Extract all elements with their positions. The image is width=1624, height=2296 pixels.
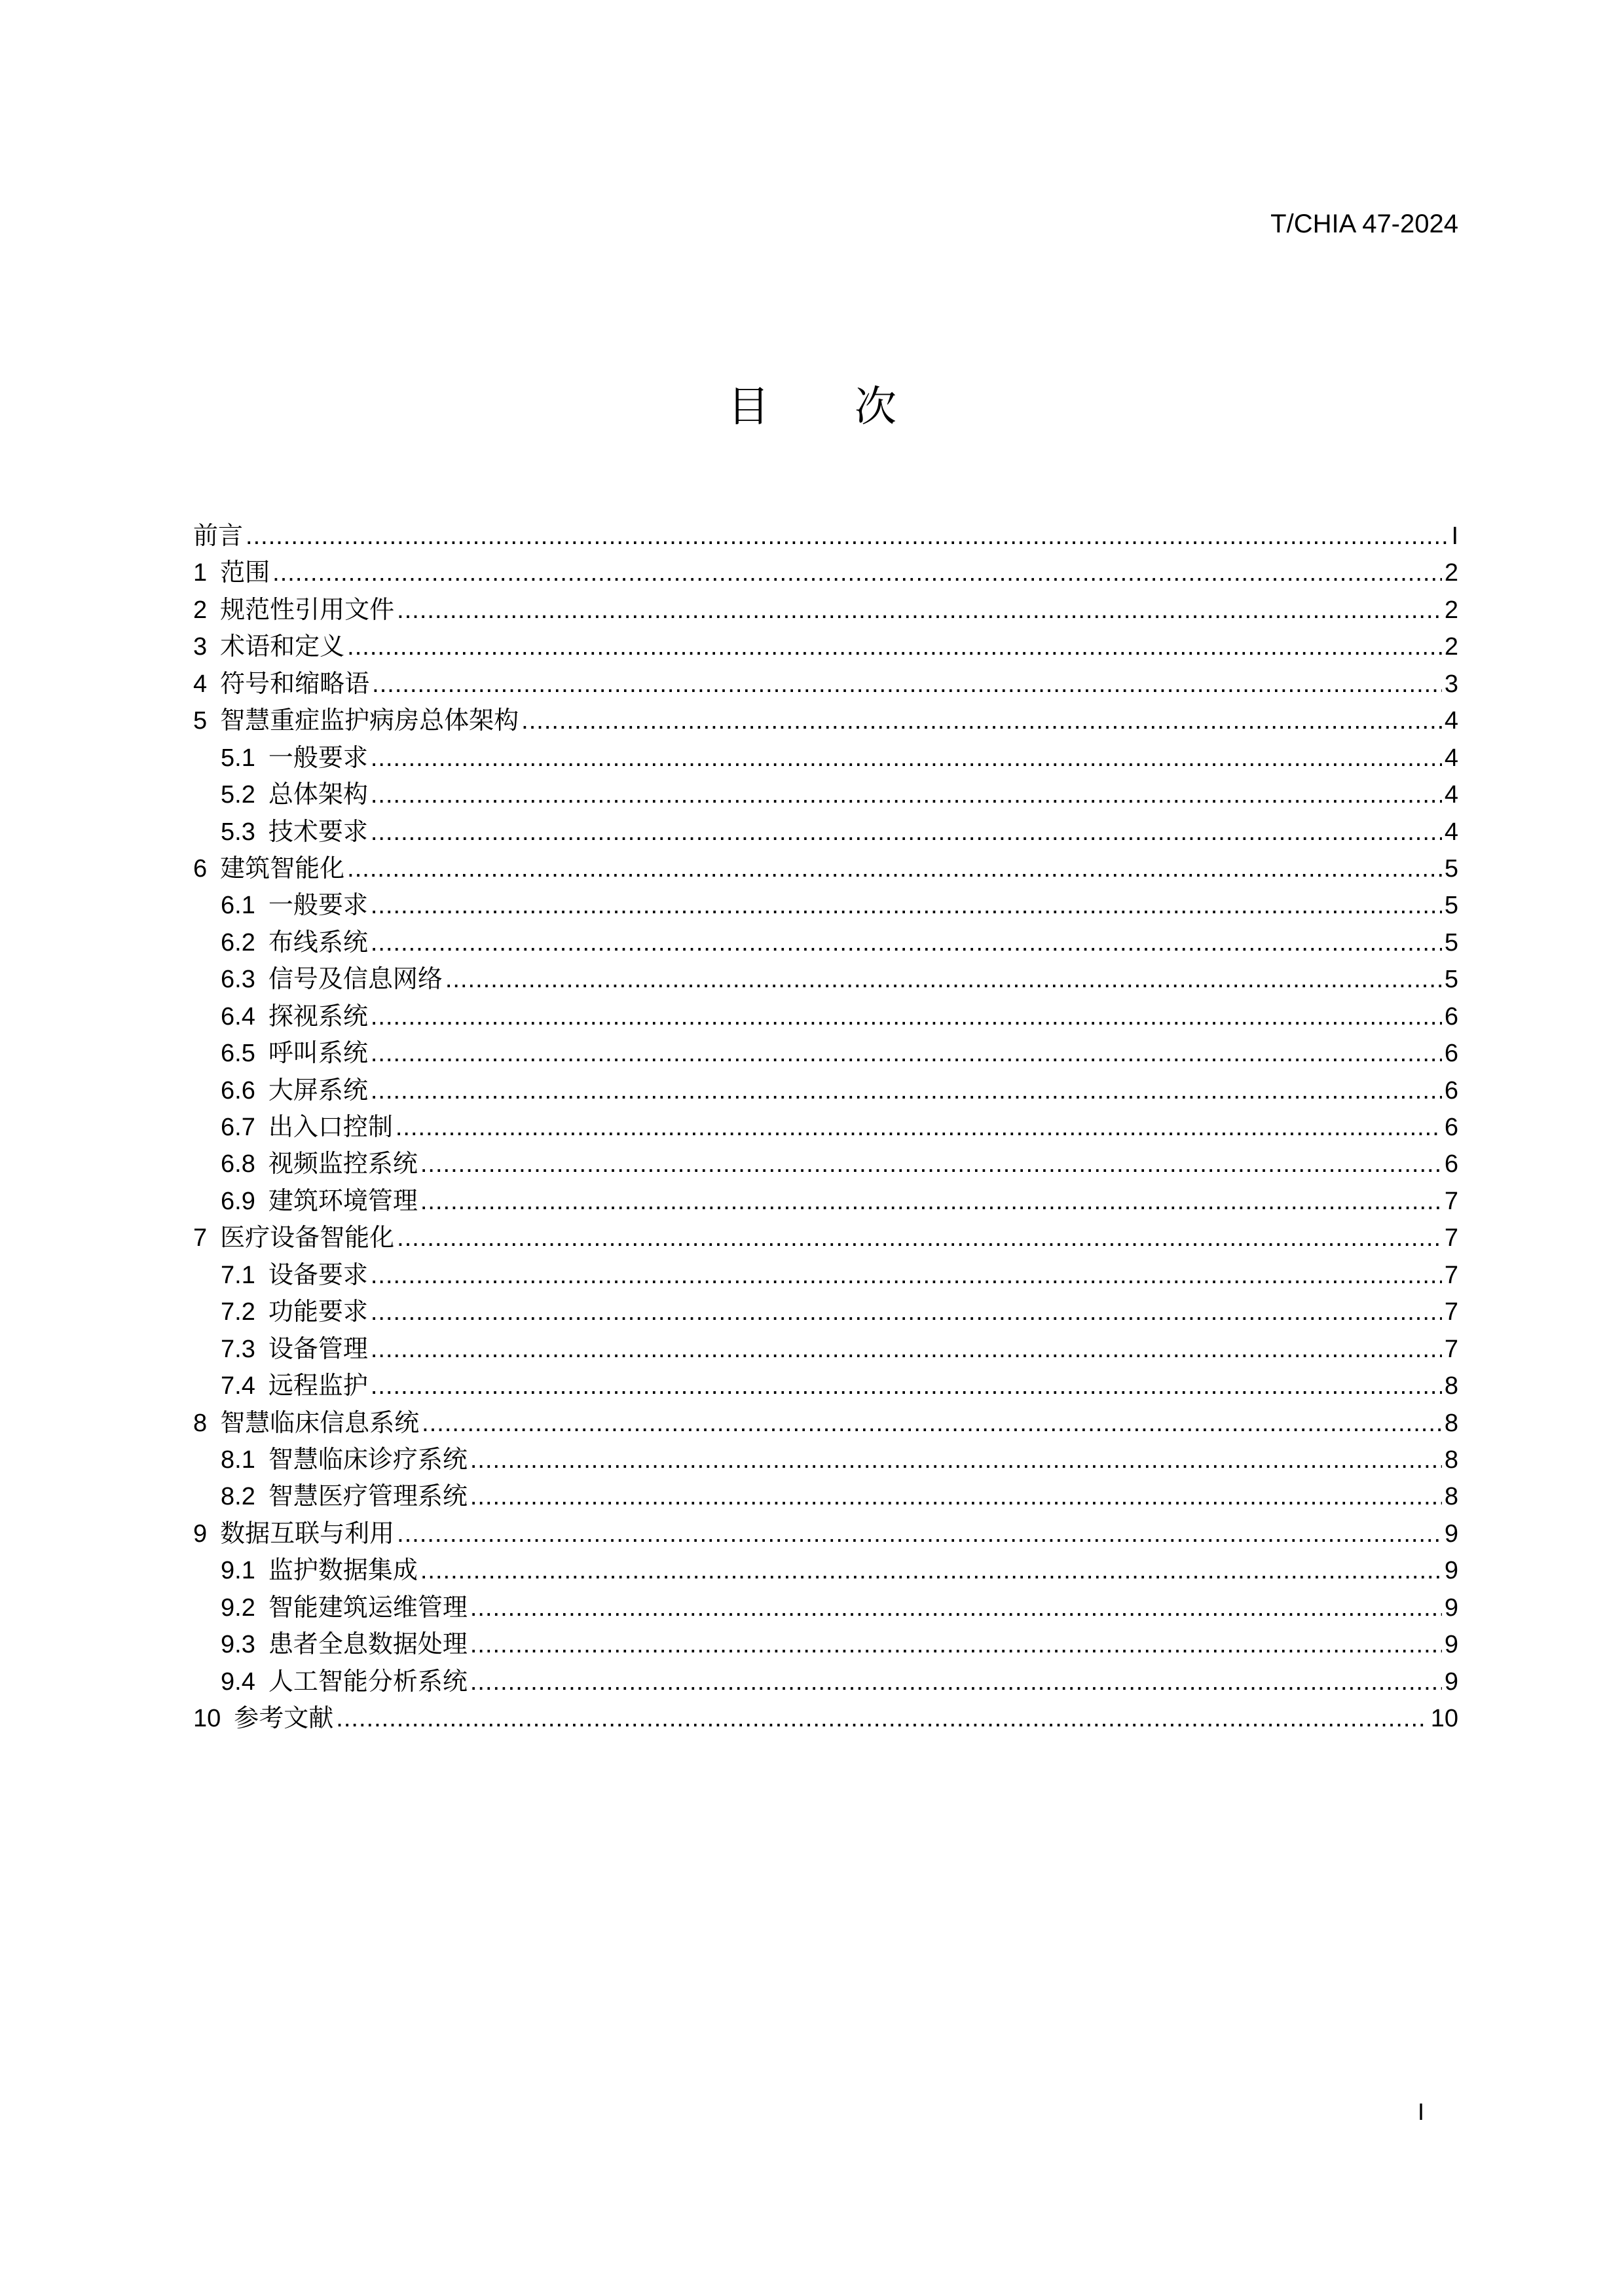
- toc-dot-leader: [371, 1035, 1442, 1072]
- toc-entry-title: 探视系统: [268, 1001, 368, 1030]
- toc-entry[interactable]: [193, 1552, 1458, 1588]
- toc-dot-leader: [371, 776, 1442, 813]
- toc-entry-title: 建筑智能化: [220, 853, 345, 883]
- toc-entry-title: 规范性引用文件: [220, 594, 395, 624]
- toc-entry[interactable]: [193, 1145, 1458, 1182]
- toc-entry[interactable]: [193, 1034, 1458, 1071]
- toc-dot-leader: [372, 666, 1442, 702]
- toc-dot-leader: [445, 961, 1442, 998]
- toc-entry-page: 7: [1444, 1224, 1458, 1252]
- toc-entry[interactable]: [193, 739, 1458, 776]
- toc-entry-number: 5: [193, 707, 208, 735]
- toc-entry-page: 5: [1444, 928, 1458, 957]
- toc-entry-number: 7: [193, 1224, 208, 1252]
- toc-entry-title: 智慧临床信息系统: [220, 1408, 420, 1437]
- toc-entry-page: 6: [1444, 1040, 1458, 1068]
- toc-entry[interactable]: [193, 960, 1458, 997]
- toc-entry-page: 4: [1444, 781, 1458, 809]
- toc-entry-page: 9: [1444, 1594, 1458, 1622]
- toc-entry-page: 3: [1444, 670, 1458, 698]
- toc-dot-leader: [336, 1700, 1428, 1737]
- toc-entry-title: 数据互联与利用: [220, 1518, 395, 1548]
- toc-entry-page: 4: [1444, 707, 1458, 735]
- toc-entry-number: 7.2: [221, 1298, 255, 1326]
- toc-entry[interactable]: [193, 517, 1458, 554]
- toc-entry-number: 9.3: [221, 1631, 255, 1659]
- toc-entry-page: 9: [1444, 1667, 1458, 1696]
- toc-entry[interactable]: [193, 1515, 1458, 1552]
- toc-entry-title: 监护数据集成: [268, 1556, 418, 1585]
- toc-entry-title: 智能建筑运维管理: [268, 1592, 468, 1622]
- toc-entry-number: 6.8: [221, 1150, 255, 1178]
- toc-entry[interactable]: [193, 628, 1458, 665]
- toc-entry-title: 技术要求: [268, 816, 368, 846]
- toc-entry-page: 5: [1444, 892, 1458, 920]
- toc-entry[interactable]: [193, 1182, 1458, 1219]
- toc-entry-title: 大屏系统: [268, 1075, 368, 1104]
- toc-entry-page: 7: [1444, 1261, 1458, 1289]
- toc-entry-title: 智慧医疗管理系统: [268, 1482, 468, 1511]
- toc-entry-title: 远程监护: [268, 1371, 368, 1400]
- toc-entry-page: 7: [1444, 1187, 1458, 1215]
- toc-entry-page: 9: [1444, 1631, 1458, 1659]
- toc-entry-number: 2: [193, 596, 208, 624]
- toc-entry-number: 9.4: [221, 1667, 255, 1696]
- toc-entry-number: 6.7: [221, 1114, 255, 1141]
- toc-dot-leader: [371, 1072, 1442, 1109]
- toc-entry[interactable]: [193, 1404, 1458, 1441]
- toc-entry[interactable]: [193, 1700, 1458, 1736]
- toc-entry[interactable]: [193, 776, 1458, 812]
- toc-dot-leader: [347, 629, 1442, 665]
- toc-entry-page: 8: [1444, 1409, 1458, 1437]
- toc-dot-leader: [422, 1405, 1442, 1442]
- toc-entry-title: 人工智能分析系统: [268, 1666, 468, 1696]
- toc-entry-page: 2: [1444, 559, 1458, 587]
- toc-dot-leader: [470, 1478, 1442, 1515]
- toc-dot-leader: [371, 814, 1442, 850]
- toc-entry-title: 参考文献: [234, 1704, 334, 1732]
- toc-dot-leader: [371, 1368, 1442, 1404]
- document-code: T/CHIA 47-2024: [1270, 210, 1458, 238]
- toc-entry-page: I: [1451, 522, 1458, 550]
- toc-entry[interactable]: [193, 1330, 1458, 1367]
- toc-entry-title: 出入口控制: [268, 1112, 393, 1141]
- toc-entry-title: 呼叫系统: [268, 1038, 368, 1068]
- toc-entry-number: 6.4: [221, 1002, 255, 1030]
- toc-entry-title: 信号及信息网络: [268, 964, 443, 994]
- toc-entry-number: 9: [193, 1520, 208, 1548]
- toc-entry[interactable]: [193, 1626, 1458, 1662]
- toc-entry-number: 6: [193, 854, 208, 883]
- toc-entry[interactable]: [193, 665, 1458, 702]
- toc-entry-number: 7.4: [221, 1372, 255, 1400]
- toc-dot-leader: [470, 1626, 1442, 1663]
- toc-entry-title: 总体架构: [268, 780, 368, 809]
- toc-entry-number: 8: [193, 1409, 208, 1437]
- toc-entry-title: 符号和缩略语: [220, 668, 370, 698]
- toc-entry-title: 设备要求: [268, 1260, 368, 1289]
- toc-entry[interactable]: [193, 1478, 1458, 1514]
- toc-dot-leader: [420, 1146, 1442, 1182]
- toc-dot-leader: [371, 740, 1442, 776]
- toc-entry-page: 8: [1444, 1446, 1458, 1474]
- toc-entry-number: 10: [193, 1705, 221, 1732]
- toc-entry-page: 4: [1444, 744, 1458, 772]
- toc-dot-leader: [347, 850, 1442, 887]
- toc-entry-number: 6.1: [221, 892, 255, 920]
- toc-entry[interactable]: [193, 1108, 1458, 1145]
- toc-dot-leader: [397, 592, 1442, 629]
- toc-entry-title: 视频监控系统: [268, 1149, 418, 1178]
- toc-entry[interactable]: [193, 1219, 1458, 1256]
- toc-entry-page: 4: [1444, 818, 1458, 846]
- toc-entry-number: 9.2: [221, 1594, 255, 1622]
- toc-entry-number: 6.2: [221, 928, 255, 957]
- toc-entry[interactable]: [193, 998, 1458, 1034]
- toc-dot-leader: [470, 1442, 1442, 1478]
- toc-entry-page: 8: [1444, 1372, 1458, 1400]
- toc-dot-leader: [420, 1552, 1442, 1589]
- toc-dot-leader: [470, 1590, 1442, 1626]
- toc-entry[interactable]: [193, 591, 1458, 628]
- toc-entry-number: 5.2: [221, 781, 255, 809]
- toc-entry-title: 前言: [193, 521, 244, 550]
- toc-title: 目次: [728, 383, 982, 431]
- toc-entry-page: 9: [1444, 1557, 1458, 1585]
- toc-entry-page: 7: [1444, 1298, 1458, 1326]
- toc-entry-number: 7.3: [221, 1335, 255, 1363]
- toc-dot-leader: [397, 1516, 1442, 1552]
- toc-entry-title: 功能要求: [268, 1297, 368, 1326]
- toc-dot-leader: [521, 702, 1442, 739]
- page-number: I: [1418, 2098, 1425, 2125]
- toc-entry-number: 1: [193, 559, 208, 587]
- toc-entry-number: 4: [193, 670, 208, 698]
- toc-entry[interactable]: [193, 1256, 1458, 1293]
- toc-entry[interactable]: [193, 1293, 1458, 1330]
- toc-entry[interactable]: [193, 1367, 1458, 1404]
- toc-entry-title: 患者全息数据处理: [268, 1630, 468, 1659]
- toc-entry-title: 建筑环境管理: [268, 1186, 418, 1215]
- toc-entry-title: 医疗设备智能化: [220, 1223, 395, 1252]
- toc-entry[interactable]: [193, 813, 1458, 850]
- toc-entry-page: 2: [1444, 633, 1458, 661]
- toc-dot-leader: [470, 1664, 1442, 1700]
- toc-entry-number: 5.3: [221, 818, 255, 846]
- toc-dot-leader: [246, 518, 1449, 555]
- toc-dot-leader: [397, 1220, 1442, 1256]
- toc-entry[interactable]: [193, 554, 1458, 591]
- toc-entry-title: 术语和定义: [220, 632, 345, 661]
- toc-entry[interactable]: [193, 850, 1458, 886]
- toc-entry-title: 范围: [220, 558, 270, 587]
- toc-entry[interactable]: [193, 1663, 1458, 1700]
- toc-dot-leader: [371, 1257, 1442, 1294]
- toc-entry-page: 9: [1444, 1520, 1458, 1548]
- toc-entry[interactable]: [193, 924, 1458, 960]
- toc-dot-leader: [371, 924, 1442, 961]
- toc-entry-page: 5: [1444, 854, 1458, 883]
- toc-entry-page: 7: [1444, 1335, 1458, 1363]
- toc-entry-page: 6: [1444, 1150, 1458, 1178]
- toc-dot-leader: [420, 1183, 1442, 1220]
- toc-entry-page: 2: [1444, 596, 1458, 624]
- toc-entry-title: 一般要求: [268, 890, 368, 920]
- toc-entry-title: 智慧临床诊疗系统: [268, 1444, 468, 1474]
- toc-entry-page: 8: [1444, 1483, 1458, 1511]
- toc-entry-number: 5.1: [221, 744, 255, 772]
- toc-entry-number: 7.1: [221, 1261, 255, 1289]
- toc-entry-number: 6.3: [221, 966, 255, 994]
- toc-entry[interactable]: [193, 702, 1458, 738]
- toc-entry-title: 智慧重症监护病房总体架构: [220, 706, 519, 735]
- toc-entry[interactable]: [193, 886, 1458, 923]
- toc-entry-number: 3: [193, 633, 208, 661]
- toc-dot-leader: [371, 1331, 1442, 1368]
- toc-entry-number: 6.5: [221, 1040, 255, 1068]
- toc-entry-number: 9.1: [221, 1557, 255, 1585]
- toc-entry[interactable]: [193, 1072, 1458, 1108]
- toc-entry-page: 6: [1444, 1002, 1458, 1030]
- toc-dot-leader: [396, 1109, 1442, 1146]
- toc-entry-number: 8.2: [221, 1483, 255, 1511]
- toc-entry-number: 6.9: [221, 1187, 255, 1215]
- toc-entry-number: 8.1: [221, 1446, 255, 1474]
- toc-dot-leader: [371, 887, 1442, 924]
- toc-entry[interactable]: [193, 1589, 1458, 1626]
- toc-entry-title: 一般要求: [268, 742, 368, 772]
- table-of-contents: [193, 517, 1458, 1736]
- toc-entry-page: 5: [1444, 966, 1458, 994]
- toc-entry-number: 6.6: [221, 1076, 255, 1104]
- toc-entry-title: 布线系统: [268, 927, 368, 957]
- toc-dot-leader: [371, 1294, 1442, 1330]
- toc-dot-leader: [272, 555, 1442, 591]
- toc-entry-page: 6: [1444, 1114, 1458, 1141]
- toc-entry-title: 设备管理: [268, 1334, 368, 1363]
- toc-entry-page: 10: [1430, 1705, 1458, 1732]
- toc-entry[interactable]: [193, 1441, 1458, 1478]
- toc-dot-leader: [371, 998, 1442, 1035]
- toc-entry-page: 6: [1444, 1076, 1458, 1104]
